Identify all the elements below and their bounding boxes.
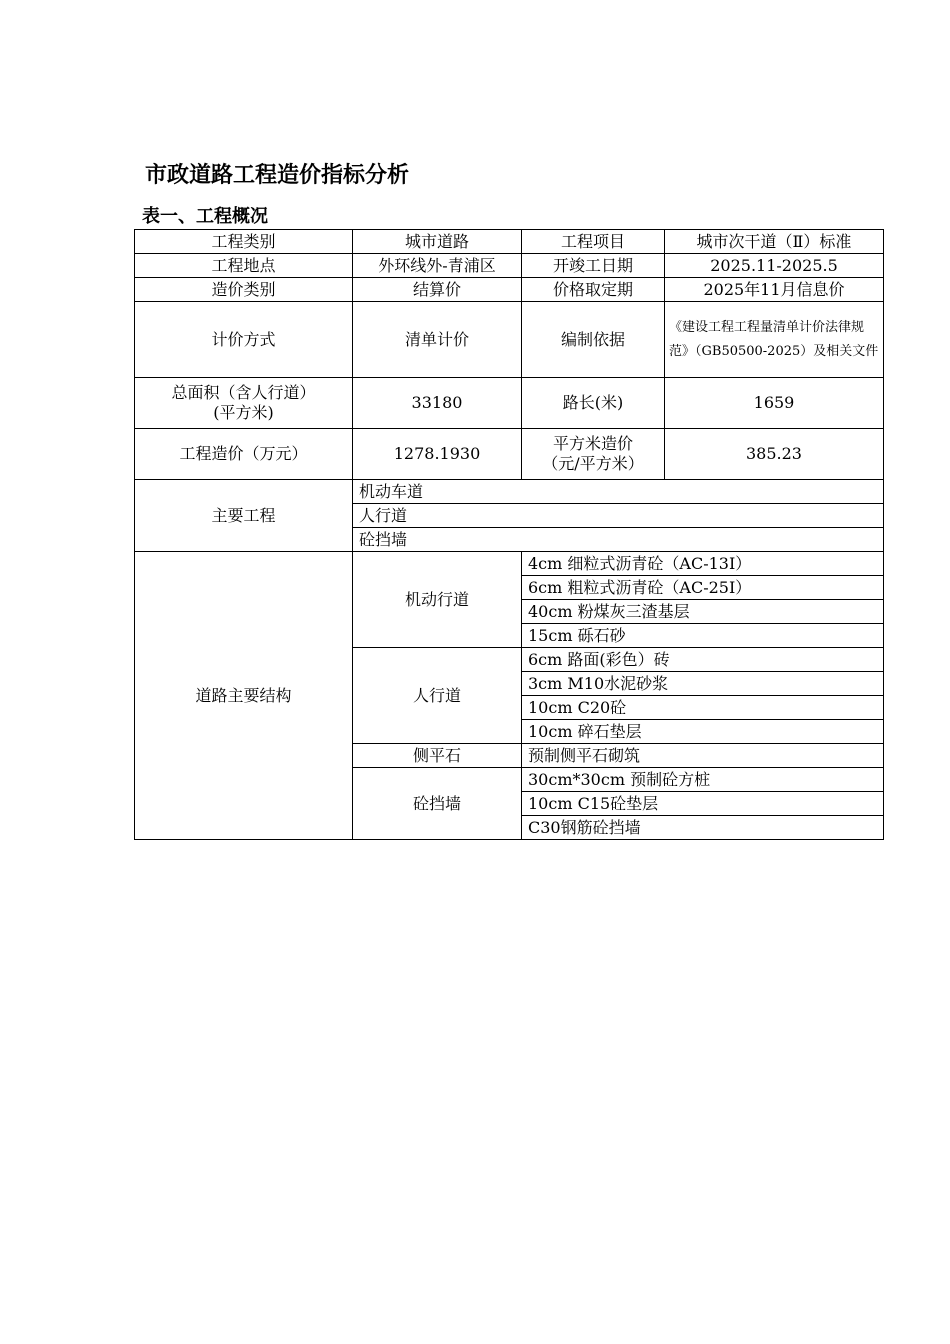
table-row xyxy=(135,302,884,378)
cell-label: 开竣工日期 xyxy=(522,254,665,278)
overview-table xyxy=(134,229,884,840)
structure-layer: C30钢筋砼挡墙 xyxy=(522,816,884,840)
structure-layer: 10cm C15砼垫层 xyxy=(522,792,884,816)
cell-label: 工程项目 xyxy=(522,230,665,254)
cell-label: 路长(米) xyxy=(522,378,665,429)
structure-group: 机动行道 xyxy=(353,552,522,648)
cell-label: 价格取定期 xyxy=(522,278,665,302)
cell-value: 外环线外-青浦区 xyxy=(353,254,522,278)
table-row xyxy=(135,480,884,504)
structure-layer: 6cm 路面(彩色）砖 xyxy=(522,648,884,672)
cell-value: 2025年11月信息价 xyxy=(665,278,884,302)
cell-label: 编制依据 xyxy=(522,302,665,378)
cell-value: 385.23 xyxy=(665,429,884,480)
table-row xyxy=(135,552,884,576)
main-works-item: 人行道 xyxy=(353,504,884,528)
main-works-item: 砼挡墙 xyxy=(353,528,884,552)
cell-label: 工程造价（万元） xyxy=(135,429,353,480)
structure-layer: 预制侧平石砌筑 xyxy=(522,744,884,768)
cell-value: 城市道路 xyxy=(353,230,522,254)
cell-value: 1278.1930 xyxy=(353,429,522,480)
structure-layer: 30cm*30cm 预制砼方桩 xyxy=(522,768,884,792)
page-title: 市政道路工程造价指标分析 xyxy=(145,163,410,188)
structure-layer: 40cm 粉煤灰三渣基层 xyxy=(522,600,884,624)
table-title: 表一、工程概况 xyxy=(142,206,268,227)
structure-layer: 10cm 碎石垫层 xyxy=(522,720,884,744)
cell-label: 造价类别 xyxy=(135,278,353,302)
cell-value xyxy=(665,302,884,378)
structure-group: 人行道 xyxy=(353,648,522,744)
cell-value: 1659 xyxy=(665,378,884,429)
cell-label: 总面积（含人行道）(平方米) xyxy=(135,378,353,429)
structure-layer: 6cm 粗粒式沥青砼（AC-25I） xyxy=(522,576,884,600)
table-row xyxy=(135,429,884,480)
cell-label: 平方米造价（元/平方米） xyxy=(522,429,665,480)
structure-layer: 4cm 细粒式沥青砼（AC-13I） xyxy=(522,552,884,576)
table-row xyxy=(135,278,884,302)
table-row xyxy=(135,378,884,429)
cell-label: 计价方式 xyxy=(135,302,353,378)
table-row xyxy=(135,230,884,254)
structure-group: 侧平石 xyxy=(353,744,522,768)
structure-label: 道路主要结构 xyxy=(135,552,353,840)
basis-text: 《建设工程工程量清单计价法律规范》（GB50500-2025）及相关文件 xyxy=(669,319,879,359)
cell-value: 清单计价 xyxy=(353,302,522,378)
structure-layer: 3cm M10水泥砂浆 xyxy=(522,672,884,696)
structure-layer: 15cm 砾石砂 xyxy=(522,624,884,648)
cell-value: 33180 xyxy=(353,378,522,429)
main-works-label: 主要工程 xyxy=(135,480,353,552)
cell-label: 工程地点 xyxy=(135,254,353,278)
cell-value: 2025.11-2025.5 xyxy=(665,254,884,278)
cell-value: 结算价 xyxy=(353,278,522,302)
structure-layer: 10cm C20砼 xyxy=(522,696,884,720)
table-row xyxy=(135,254,884,278)
cell-label: 工程类别 xyxy=(135,230,353,254)
main-works-item: 机动车道 xyxy=(353,480,884,504)
cell-value: 城市次干道（Ⅱ）标准 xyxy=(665,230,884,254)
structure-group: 砼挡墙 xyxy=(353,768,522,840)
